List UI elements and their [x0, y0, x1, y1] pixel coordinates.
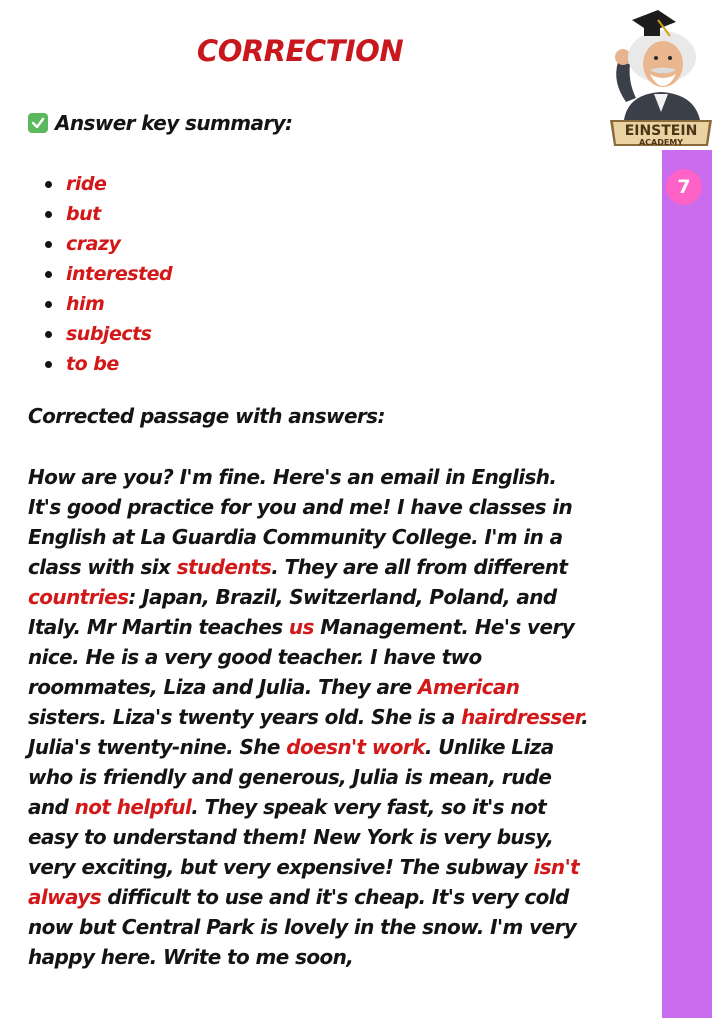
answer-highlight: isn't	[533, 855, 580, 879]
passage-text: It's good practice for you and me! I have classes in	[28, 495, 573, 519]
passage-line	[28, 702, 628, 732]
answer-highlight: hairdresser	[461, 705, 582, 729]
passage-text: sisters. Liza's twenty years old. She is a	[28, 705, 462, 729]
answer-highlight: American	[418, 675, 520, 699]
passage-line	[28, 672, 628, 702]
passage-line	[28, 762, 628, 792]
answer-highlight: doesn't work	[286, 735, 425, 759]
bullet-icon	[45, 361, 52, 368]
passage-text: Julia's twenty-nine. She	[28, 735, 287, 759]
passage-text: and	[28, 795, 75, 819]
passage-text: : Japan, Brazil, Switzerland, Poland, and	[128, 585, 557, 609]
passage-text: . Unlike Liza	[424, 735, 554, 759]
passage-text: Management. He's very	[313, 615, 575, 639]
corrected-passage	[28, 462, 628, 972]
bullet-icon	[45, 331, 52, 338]
passage-line	[28, 912, 628, 942]
einstein-academy-logo	[606, 2, 716, 154]
bullet-icon	[45, 301, 52, 308]
passage-line	[28, 852, 628, 882]
answer-text: to be	[66, 353, 119, 375]
passage-line	[28, 792, 628, 822]
passage-text: .	[581, 705, 589, 729]
summary-heading	[28, 111, 292, 135]
passage-text: How are you? I'm fine. Here's an email in English.	[28, 465, 557, 489]
check-mark-icon	[28, 113, 48, 133]
answer-list	[40, 170, 172, 380]
passage-line	[28, 882, 628, 912]
answer-text: him	[66, 293, 105, 315]
passage-text: . They speak very fast, so it's not	[191, 795, 547, 819]
answer-item	[40, 290, 172, 320]
passage-text: now but Central Park is lovely in the snow. I'm very	[28, 915, 577, 939]
summary-heading-text: Answer key summary:	[55, 111, 293, 135]
passage-line	[28, 462, 628, 492]
passage-line	[28, 552, 628, 582]
answer-item	[40, 230, 172, 260]
answer-highlight: always	[28, 885, 102, 909]
passage-line	[28, 642, 628, 672]
passage-line	[28, 582, 628, 612]
answer-highlight: students	[176, 555, 272, 579]
passage-line	[28, 942, 628, 972]
passage-text: English at La Guardia Community College. I'm in a	[28, 525, 563, 549]
passage-line	[28, 492, 628, 522]
page-number-badge: 7	[666, 169, 702, 205]
answer-text: ride	[66, 173, 107, 195]
passage-text: Italy. Mr Martin teaches	[28, 615, 289, 639]
answer-highlight: not helpful	[74, 795, 192, 819]
passage-text: class with six	[28, 555, 177, 579]
bullet-icon	[45, 211, 52, 218]
passage-text: very exciting, but very expensive! The subway	[28, 855, 534, 879]
answer-item	[40, 350, 172, 380]
passage-text: nice. He is a very good teacher. I have two	[28, 645, 482, 669]
passage-text: easy to understand them! New York is very busy,	[28, 825, 554, 849]
einstein-mascot-icon	[606, 2, 716, 154]
answer-highlight: countries	[28, 585, 129, 609]
answer-item	[40, 200, 172, 230]
answer-highlight: us	[288, 615, 314, 639]
passage-line	[28, 522, 628, 552]
answer-text: subjects	[66, 323, 152, 345]
answer-item	[40, 320, 172, 350]
passage-text: roommates, Liza and Julia. They are	[28, 675, 419, 699]
passage-text: who is friendly and generous, Julia is mean, rude	[28, 765, 552, 789]
passage-line	[28, 732, 628, 762]
side-decor-bar	[662, 150, 712, 1018]
bullet-icon	[45, 271, 52, 278]
passage-line	[28, 822, 628, 852]
passage-line	[28, 612, 628, 642]
passage-heading: Corrected passage with answers:	[28, 404, 385, 428]
passage-text: . They are all from different	[271, 555, 568, 579]
page-title: CORRECTION	[196, 34, 404, 68]
passage-text: difficult to use and it's cheap. It's very cold	[101, 885, 569, 909]
passage-text: happy here. Write to me soon,	[28, 945, 354, 969]
answer-item	[40, 260, 172, 290]
bullet-icon	[45, 181, 52, 188]
logo-line-2: ACADEMY	[638, 138, 684, 147]
bullet-icon	[45, 241, 52, 248]
answer-text: crazy	[66, 233, 121, 255]
logo-line-1: EINSTEIN	[624, 123, 698, 139]
answer-text: interested	[66, 263, 173, 285]
answer-text: but	[66, 203, 101, 225]
answer-item	[40, 170, 172, 200]
